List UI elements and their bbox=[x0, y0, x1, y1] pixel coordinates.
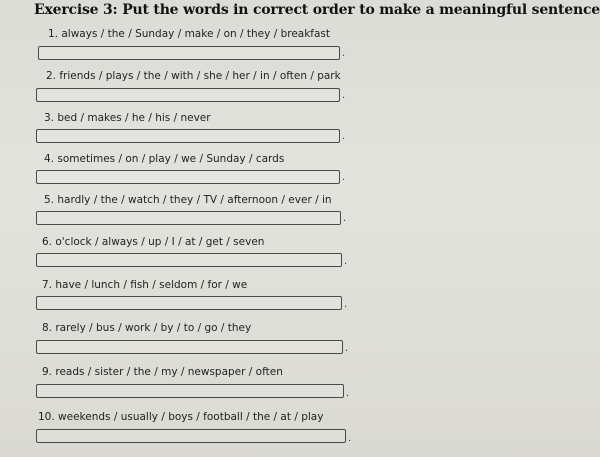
exercise-item-9 bbox=[0, 366, 520, 410]
answer-box-7[interactable] bbox=[36, 296, 342, 310]
answer-box-3[interactable] bbox=[36, 129, 340, 143]
answer-box-4[interactable] bbox=[36, 170, 340, 184]
item-prompt: 6. o'clock / always / up / I / at / get / seven bbox=[42, 236, 265, 248]
item-prompt: 8. rarely / bus / work / by / to / go / they bbox=[42, 322, 252, 334]
answer-box-8[interactable] bbox=[36, 340, 343, 354]
item-prompt: 2. friends / plays / the / with / she / her / in / often / park bbox=[46, 70, 341, 82]
sentence-period: . bbox=[344, 299, 348, 310]
exercise-title: Exercise 3: Put the words in correct order to make a meaningful sentence bbox=[34, 2, 600, 18]
item-prompt: 3. bed / makes / he / his / never bbox=[44, 112, 211, 124]
exercise-item-1 bbox=[0, 28, 520, 72]
sentence-period: . bbox=[344, 256, 348, 267]
answer-box-1[interactable] bbox=[38, 46, 340, 60]
exercise-item-2 bbox=[0, 70, 520, 114]
answer-box-9[interactable] bbox=[36, 384, 344, 398]
item-prompt: 10. weekends / usually / boys / football / the / at / play bbox=[38, 411, 324, 423]
sentence-period: . bbox=[343, 213, 347, 224]
exercise-item-5 bbox=[0, 194, 520, 238]
exercise-item-7 bbox=[0, 279, 520, 323]
sentence-period: . bbox=[348, 433, 352, 444]
sentence-period: . bbox=[346, 388, 350, 399]
answer-box-5[interactable] bbox=[36, 211, 341, 225]
item-prompt: 7. have / lunch / fish / seldom / for / we bbox=[42, 279, 248, 291]
item-prompt: 4. sometimes / on / play / we / Sunday / cards bbox=[44, 153, 285, 165]
exercise-item-8 bbox=[0, 322, 520, 366]
sentence-period: . bbox=[342, 131, 346, 142]
exercise-item-6 bbox=[0, 236, 520, 280]
exercise-item-4 bbox=[0, 153, 520, 197]
sentence-period: . bbox=[345, 343, 349, 354]
item-prompt: 1. always / the / Sunday / make / on / they / breakfast bbox=[48, 28, 331, 40]
item-prompt: 9. reads / sister / the / my / newspaper / often bbox=[42, 366, 283, 378]
sentence-period: . bbox=[342, 90, 346, 101]
sentence-period: . bbox=[342, 172, 346, 183]
sentence-period: . bbox=[342, 48, 346, 59]
exercise-item-10 bbox=[0, 411, 520, 455]
answer-box-10[interactable] bbox=[36, 429, 346, 443]
item-prompt: 5. hardly / the / watch / they / TV / afternoon / ever / in bbox=[44, 194, 332, 206]
exercise-item-3 bbox=[0, 112, 520, 156]
answer-box-6[interactable] bbox=[36, 253, 342, 267]
answer-box-2[interactable] bbox=[36, 88, 340, 102]
